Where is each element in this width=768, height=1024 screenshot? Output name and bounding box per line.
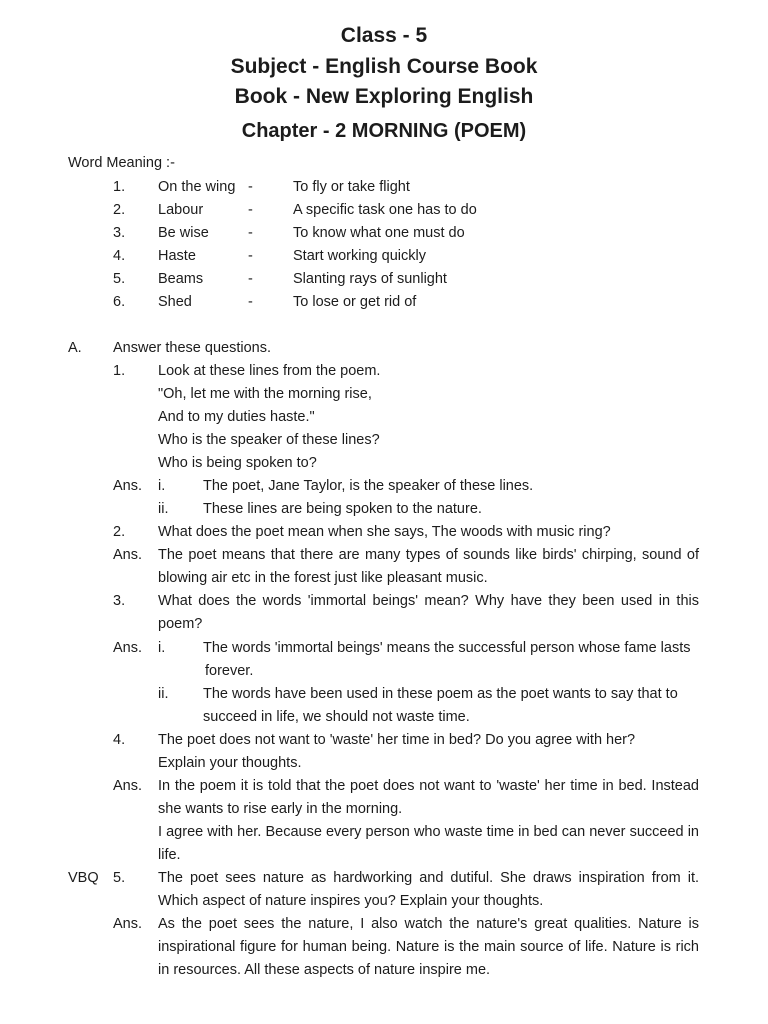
answer-text: The words 'immortal beings' means the successful person whose fame lasts — [203, 640, 691, 656]
answer-text — [158, 822, 699, 842]
row-number: 1. — [113, 179, 126, 195]
answer-line: As the poet sees the nature, I also watch the nature's great qualities. Nature is — [158, 916, 699, 932]
word: On the wing — [158, 179, 236, 195]
answer-line: life. — [158, 847, 181, 863]
row-number: 6. — [113, 294, 126, 310]
question-line: Which aspect of nature inspires you? Explain your thoughts. — [158, 893, 544, 909]
word-meaning-title: Word Meaning :- — [68, 155, 175, 171]
answer-roman: i. — [158, 640, 166, 656]
meaning: To know what one must do — [293, 225, 465, 241]
answer-roman: ii. — [158, 686, 169, 702]
answer-line: inspirational figure for human being. Nature is the main source of life. Nature is rich — [158, 939, 699, 955]
row-number: 2. — [113, 202, 126, 218]
word: Beams — [158, 271, 204, 287]
poem-line: "Oh, let me with the morning rise, — [158, 386, 372, 402]
answer-text — [158, 914, 699, 934]
dash: - — [248, 271, 253, 287]
answer-label: Ans. — [113, 547, 143, 563]
answer-text: These lines are being spoken to the nature. — [203, 501, 482, 517]
class-heading: Class - 5 — [340, 24, 428, 47]
question-line: Explain your thoughts. — [158, 755, 302, 771]
meaning: To fly or take flight — [293, 179, 410, 195]
poem-line: And to my duties haste." — [158, 409, 315, 425]
word: Shed — [158, 294, 192, 310]
answer-roman: ii. — [158, 501, 169, 517]
word: Haste — [158, 248, 196, 264]
question-line: poem? — [158, 616, 203, 632]
row-number: 5. — [113, 271, 126, 287]
dash: - — [248, 179, 253, 195]
answer-line: The poet means that there are many types of sounds like birds' chirping, sound of — [158, 547, 699, 563]
answer-line: In the poem it is told that the poet does not want to 'waste' her time in bed. Instead — [158, 778, 699, 794]
question-text: What does the poet mean when she says, The woods with music ring? — [158, 524, 611, 540]
row-number: 4. — [113, 248, 126, 264]
answer-text: succeed in life, we should not waste time. — [203, 709, 470, 725]
question-number: 3. — [113, 593, 126, 609]
answer-text: forever. — [205, 663, 254, 679]
book-heading: Book - New Exploring English — [234, 85, 534, 108]
question-line: Who is the speaker of these lines? — [158, 432, 380, 448]
vbq-tag: VBQ — [68, 870, 99, 886]
question-line: Who is being spoken to? — [158, 455, 317, 471]
answer-text — [158, 776, 699, 796]
section-heading: Answer these questions. — [113, 340, 271, 356]
answer-line: in resources. All these aspects of nature inspire me. — [158, 962, 491, 978]
question-number: 5. — [113, 870, 126, 886]
answer-label: Ans. — [113, 916, 143, 932]
question-number: 1. — [113, 363, 126, 379]
answer-text: The poet, Jane Taylor, is the speaker of these lines. — [203, 478, 534, 494]
question-line: What does the words 'immortal beings' mean? Why have they been used in this — [158, 593, 699, 609]
word: Be wise — [158, 225, 209, 241]
answer-roman: i. — [158, 478, 166, 494]
question-text — [158, 591, 699, 611]
row-number: 3. — [113, 225, 126, 241]
dash: - — [248, 225, 253, 241]
question-number: 4. — [113, 732, 126, 748]
question-text — [158, 868, 699, 888]
answer-label: Ans. — [113, 778, 143, 794]
answer-text — [158, 937, 699, 957]
meaning: Slanting rays of sunlight — [293, 271, 447, 287]
question-line: The poet does not want to 'waste' her time in bed? Do you agree with her? — [158, 732, 636, 748]
answer-line: she wants to rise early in the morning. — [158, 801, 403, 817]
question-line: The poet sees nature as hardworking and dutiful. She draws inspiration from it. — [158, 870, 699, 886]
answer-line: I agree with her. Because every person who waste time in bed can never succeed in — [158, 824, 699, 840]
dash: - — [248, 248, 253, 264]
answer-label: Ans. — [113, 478, 143, 494]
meaning: A specific task one has to do — [293, 202, 477, 218]
answer-line: blowing air etc in the forest just like pleasant music. — [158, 570, 488, 586]
dash: - — [248, 202, 253, 218]
answer-label: Ans. — [113, 640, 143, 656]
meaning: Start working quickly — [293, 248, 426, 264]
word: Labour — [158, 202, 204, 218]
meaning: To lose or get rid of — [293, 294, 417, 310]
answer-text — [158, 545, 699, 565]
answer-text: The words have been used in these poem as the poet wants to say that to — [203, 686, 678, 702]
chapter-heading: Chapter - 2 MORNING (POEM) — [241, 120, 527, 142]
question-number: 2. — [113, 524, 126, 540]
dash: - — [248, 294, 253, 310]
subject-heading: Subject - English Course Book — [230, 55, 538, 78]
question-line: Look at these lines from the poem. — [158, 363, 381, 379]
section-label: A. — [68, 340, 82, 356]
